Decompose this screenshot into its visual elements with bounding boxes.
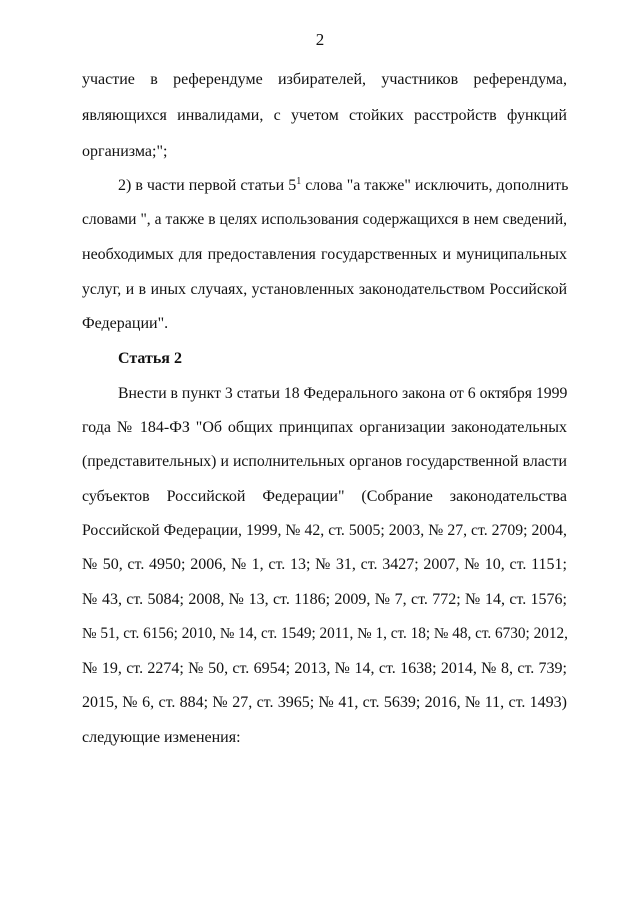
paragraph3-line1: Внести в пункт 3 статьи 18 Федерального закона от 6 октября 1999 xyxy=(118,385,568,402)
paragraph1-line1: участие в референдуме избирателей, участников референдума, xyxy=(82,71,567,88)
paragraph1-line2: являющихся инвалидами, с учетом стойких расстройств функций xyxy=(82,107,567,124)
paragraph3-line11: следующие изменения: xyxy=(82,729,241,746)
paragraph2-superscript: 1 xyxy=(296,176,302,187)
paragraph3-line8: № 51, ст. 6156; 2010, № 14, ст. 1549; 2011, № 1, ст. 18; № 48, ст. 6730; 2012, xyxy=(82,625,568,642)
paragraph2-line2: словами ", а также в целях использования содержащихся в нем сведений, xyxy=(82,211,567,228)
paragraph3-line9: № 19, ст. 2274; № 50, ст. 6954; 2013, № 14, ст. 1638; 2014, № 8, ст. 739; xyxy=(82,660,567,677)
paragraph2-line1-post: слова "а также" исключить, дополнить xyxy=(301,177,569,194)
paragraph2-line5: Федерации". xyxy=(82,315,169,332)
page-number: 2 xyxy=(315,30,325,49)
paragraph3-line6: № 50, ст. 4950; 2006, № 1, ст. 13; № 31, ст. 3427; 2007, № 10, ст. 1151; xyxy=(82,556,567,573)
paragraph2-line4: услуг, и в иных случаях, установленных законодательством Российской xyxy=(82,281,567,298)
paragraph3-line7: № 43, ст. 5084; 2008, № 13, ст. 1186; 2009, № 7, ст. 772; № 14, ст. 1576; xyxy=(82,591,567,608)
paragraph3-line4: субъектов Российской Федерации" (Собрание законодательства xyxy=(82,488,567,505)
paragraph2-line3: необходимых для предоставления государственных и муниципальных xyxy=(82,246,567,263)
paragraph1-line3: организма;"; xyxy=(82,143,168,160)
paragraph3-line2: года № 184-ФЗ "Об общих принципах организации законодательных xyxy=(82,419,567,436)
paragraph3-line3: (представительных) и исполнительных органов государственной власти xyxy=(82,453,567,470)
article-heading: Статья 2 xyxy=(118,350,182,367)
paragraph3-line5: Российской Федерации, 1999, № 42, ст. 5005; 2003, № 27, ст. 2709; 2004, xyxy=(82,522,567,539)
paragraph3-line10: 2015, № 6, ст. 884; № 27, ст. 3965; № 41, ст. 5639; 2016, № 11, ст. 1493) xyxy=(82,694,567,711)
paragraph2-line1 xyxy=(118,176,567,196)
paragraph2-line1-pre: 2) в части первой статьи 5 xyxy=(118,177,297,194)
